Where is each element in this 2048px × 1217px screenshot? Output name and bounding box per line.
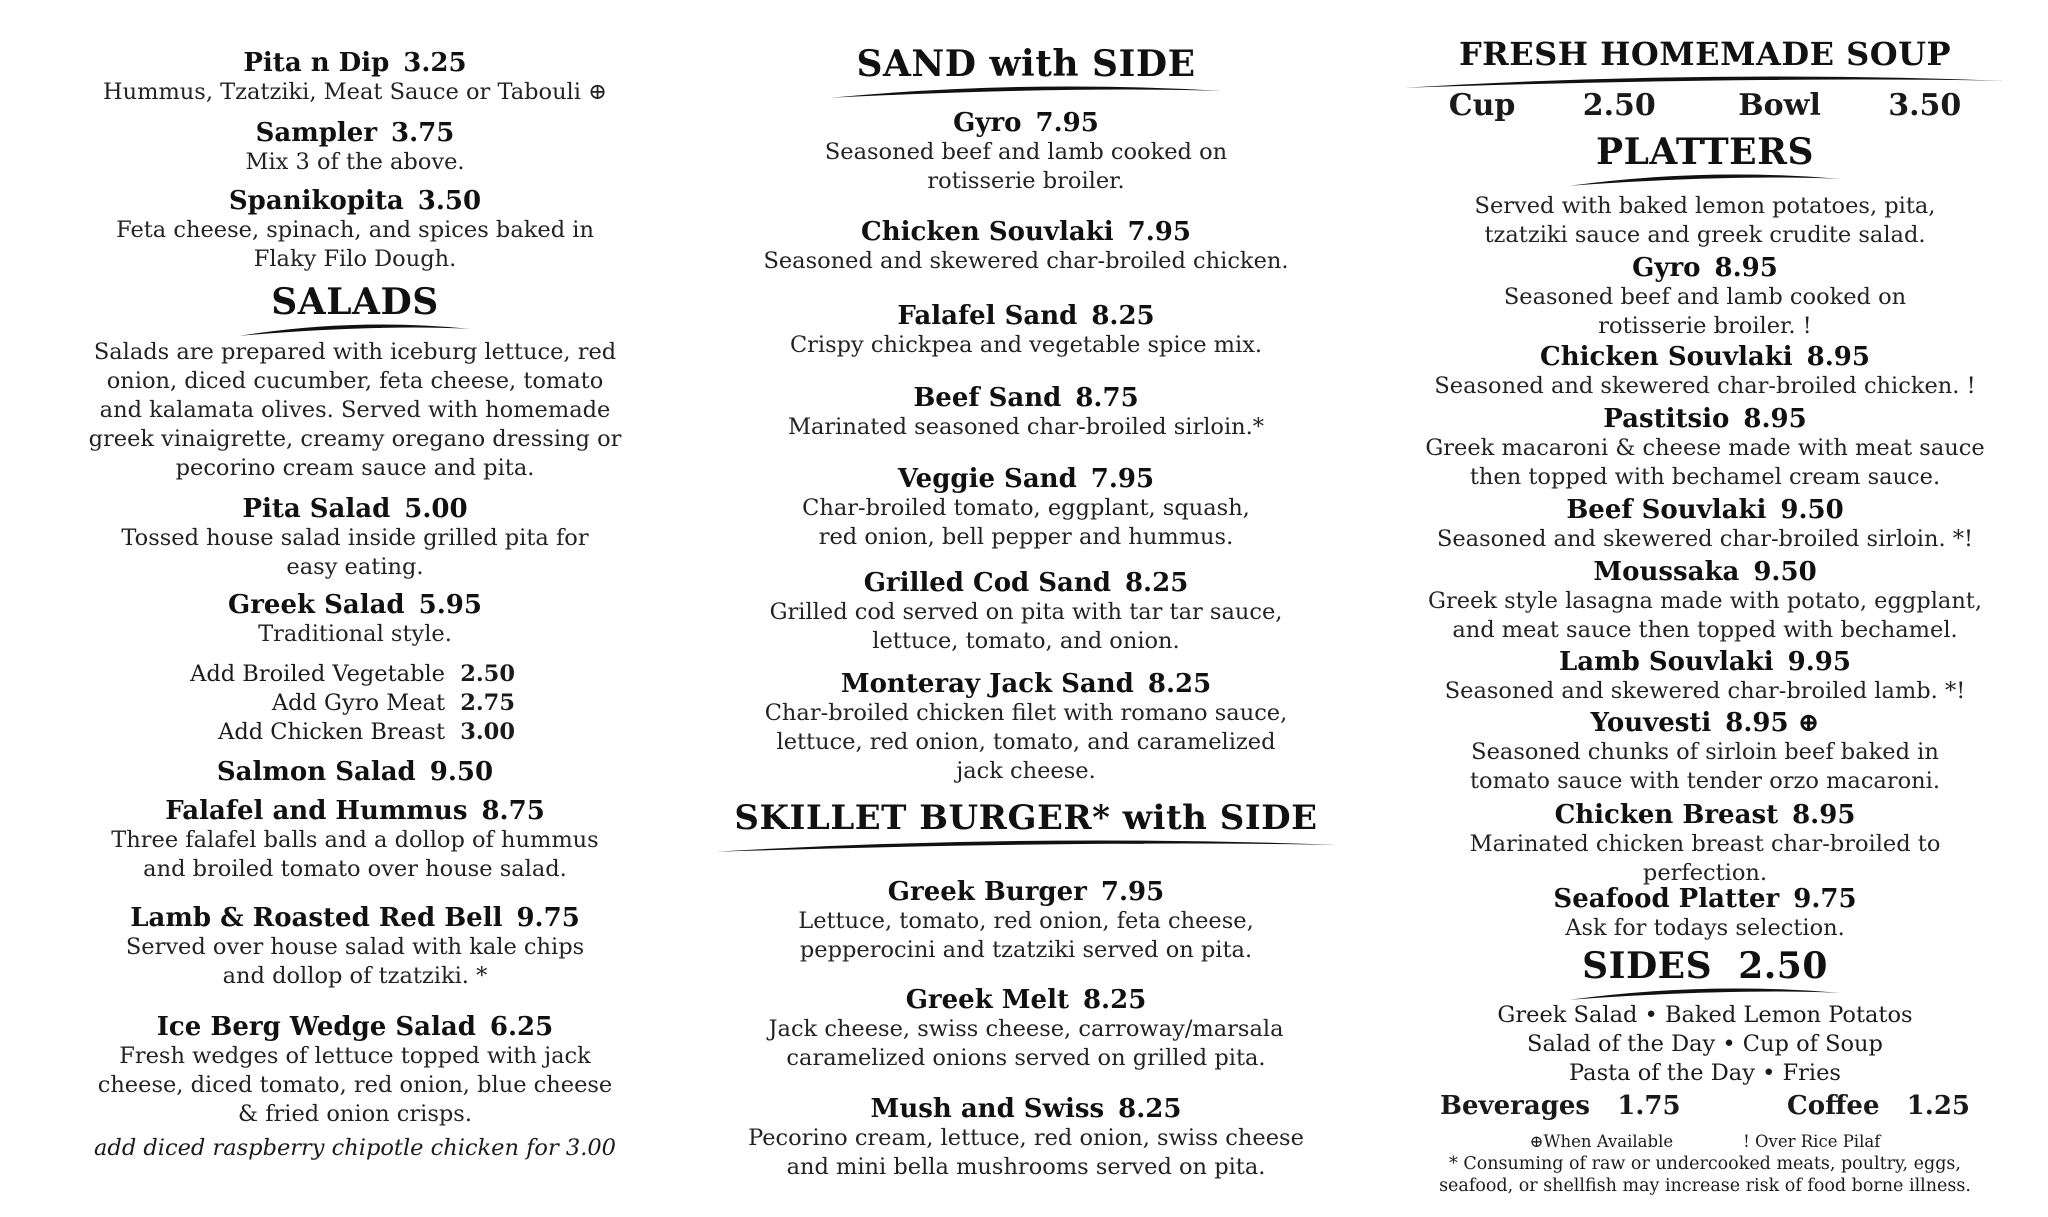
menu-item — [70, 757, 640, 787]
intro-line: greek vinaigrette, creamy oregano dressing or — [88, 426, 622, 452]
item-description: then topped with bechamel cream sauce. — [1469, 464, 1941, 490]
item-price: 8.75 — [1075, 383, 1139, 413]
item-description: Jack cheese, swiss cheese, carroway/marsala — [768, 1016, 1284, 1042]
section-title: SKILLET BURGER* with SIDE — [734, 798, 1318, 838]
footnote-legend — [1400, 1131, 2010, 1153]
menu-item — [70, 590, 640, 649]
addon-row — [70, 660, 640, 689]
item-description: Marinated seasoned char-broiled sirloin.* — [787, 414, 1265, 440]
item-description: Char-broiled chicken filet with romano sauce, — [764, 700, 1288, 726]
item-description: Mix 3 of the above. — [245, 149, 465, 175]
item-description: and mini bella mushrooms served on pita. — [786, 1154, 1266, 1180]
intro-line: Salads are prepared with iceburg lettuce, red — [93, 339, 617, 365]
item-name: Chicken Breast — [1554, 800, 1779, 830]
item-price: 6.25 — [489, 1012, 554, 1042]
menu-item — [712, 877, 1340, 965]
item-description: Lettuce, tomato, red onion, feta cheese, — [798, 908, 1254, 934]
swoosh-divider — [716, 838, 1336, 854]
item-description: and broiled tomato over house salad. — [143, 856, 567, 882]
item-name: Pita n Dip — [243, 48, 390, 78]
item-description: Greek style lasagna made with potato, eggplant, — [1427, 588, 1983, 614]
section-title: SIDES — [1582, 945, 1713, 987]
item-description: Traditional style. — [258, 621, 452, 647]
intro-line: onion, diced cucumber, feta cheese, tomato — [106, 368, 604, 394]
footnote-warning: * Consuming of raw or undercooked meats, poultry, eggs, — [1449, 1154, 1961, 1174]
menu-item — [1400, 557, 2010, 645]
section-header-sand — [712, 44, 1340, 100]
item-description: Hummus, Tzatziki, Meat Sauce or Tabouli ⊕ — [103, 79, 607, 105]
item-description: Seasoned and skewered char-broiled chicken. ! — [1434, 373, 1976, 399]
item-price: 8.95 — [1743, 404, 1807, 434]
footnote-when-available: ⊕When Available — [1529, 1132, 1674, 1151]
item-price: 9.50 — [1780, 495, 1844, 525]
salad-addon-note: add diced raspberry chipotle chicken for 3.00 — [94, 1135, 616, 1161]
addon-price: 2.50 — [460, 661, 515, 687]
sides-line: Pasta of the Day • Fries — [1569, 1060, 1841, 1086]
item-name: Seafood Platter — [1553, 884, 1780, 914]
menu-item — [70, 186, 640, 274]
item-description: & fried onion crisps. — [238, 1101, 472, 1127]
section-title: PLATTERS — [1596, 131, 1814, 173]
item-price: 7.95 — [1100, 877, 1165, 907]
item-price: 7.95 — [1127, 217, 1191, 247]
item-name: Beef Sand — [913, 383, 1062, 413]
item-price: 3.50 — [417, 186, 482, 216]
intro-line: tzatziki sauce and greek crudite salad. — [1484, 222, 1926, 248]
section-intro — [70, 338, 640, 483]
item-price: 8.95 — [1714, 253, 1778, 283]
menu-item — [1400, 495, 2010, 554]
menu-item — [712, 985, 1340, 1073]
item-name: Beef Souvlaki — [1566, 495, 1767, 525]
item-name: Gyro — [1632, 253, 1701, 283]
item-description: Crispy chickpea and vegetable spice mix. — [789, 332, 1263, 358]
coffee — [1787, 1091, 1970, 1121]
item-description: pepperocini and tzatziki served on pita. — [799, 937, 1253, 963]
item-name: Chicken Souvlaki — [1540, 342, 1793, 372]
swoosh-divider — [831, 84, 1221, 100]
item-name: Mush and Swiss — [870, 1094, 1105, 1124]
section-title: FRESH HOMEMADE SOUP — [1458, 35, 1952, 73]
menu-item — [1400, 800, 2010, 888]
item-description: jack cheese. — [956, 758, 1096, 784]
addon-label: Add Gyro Meat — [271, 690, 445, 716]
swoosh-divider — [240, 322, 470, 338]
menu-item — [70, 796, 640, 884]
menu-item — [70, 118, 640, 177]
sides-list — [1400, 1001, 2010, 1088]
item-description: cheese, diced tomato, red onion, blue cheese — [97, 1072, 613, 1098]
sides-line: Salad of the Day • Cup of Soup — [1527, 1031, 1883, 1057]
menu-item — [712, 669, 1340, 786]
menu-item — [70, 903, 640, 991]
item-description: perfection. — [1642, 860, 1768, 886]
item-description: Three falafel balls and a dollop of hummus — [111, 827, 599, 853]
soup-bowl — [1720, 88, 1979, 123]
beverages-price: 1.75 — [1617, 1091, 1681, 1121]
item-name: Greek Burger — [887, 877, 1087, 907]
item-description: Grilled cod served on pita with tar tar sauce, — [769, 599, 1283, 625]
item-description: Seasoned beef and lamb cooked on — [1503, 284, 1907, 310]
beverages — [1440, 1091, 1681, 1121]
item-description: Seasoned chunks of sirloin beef baked in — [1471, 739, 1939, 765]
item-description: lettuce, tomato, and onion. — [872, 628, 1180, 654]
item-name: Greek Melt — [905, 985, 1069, 1015]
item-price: 9.75 — [1793, 884, 1857, 914]
section-header-sides — [1400, 946, 2010, 1002]
item-price: 8.95 — [1806, 342, 1870, 372]
item-name: Moussaka — [1593, 557, 1740, 587]
sides-line: Greek Salad • Baked Lemon Potatos — [1497, 1002, 1913, 1028]
section-header-burger — [712, 798, 1340, 854]
item-name: Chicken Souvlaki — [861, 217, 1114, 247]
menu-item — [70, 494, 640, 582]
item-description: red onion, bell pepper and hummus. — [818, 524, 1234, 550]
item-description: Seasoned and skewered char-broiled sirloin. *! — [1436, 526, 1974, 552]
item-name: Lamb & Roasted Red Bell — [130, 903, 503, 933]
item-price: 8.25 — [1091, 301, 1155, 331]
menu-item — [712, 568, 1340, 656]
soup-bowl-price: 3.50 — [1888, 88, 1962, 123]
item-price: 9.50 — [1753, 557, 1817, 587]
coffee-label: Coffee — [1787, 1091, 1880, 1121]
coffee-price: 1.25 — [1906, 1091, 1970, 1121]
item-name: Youvesti — [1590, 708, 1712, 738]
soup-prices — [1400, 88, 2010, 124]
item-name: Monteray Jack Sand — [840, 669, 1134, 699]
item-name: Veggie Sand — [897, 464, 1077, 494]
section-header-platters — [1400, 132, 2010, 188]
menu-item — [70, 48, 640, 107]
item-description: Seasoned and skewered char-broiled chicken. — [763, 248, 1289, 274]
item-price: 8.25 — [1124, 568, 1189, 598]
addon-row — [70, 718, 640, 747]
menu-item — [712, 108, 1340, 196]
item-name: Pastitsio — [1603, 404, 1730, 434]
item-price: 9.95 — [1787, 647, 1851, 677]
item-price: 9.75 — [516, 903, 580, 933]
item-description: Marinated chicken breast char-broiled to — [1469, 831, 1941, 857]
item-name: Falafel and Hummus — [165, 796, 468, 826]
item-description: rotisserie broiler. ! — [1598, 313, 1812, 339]
section-title: SAND with SIDE — [856, 43, 1196, 85]
footnote-warning: seafood, or shellfish may increase risk of food borne illness. — [1439, 1176, 1971, 1196]
addon-price: 2.75 — [460, 690, 515, 716]
soup-cup-price: 2.50 — [1582, 88, 1656, 123]
swoosh-divider — [1570, 986, 1840, 1002]
menu-item — [1400, 404, 2010, 492]
soup-cup — [1431, 88, 1674, 123]
addon-row — [70, 689, 640, 718]
menu-item — [1400, 342, 2010, 401]
sides-price: 2.50 — [1738, 945, 1828, 987]
menu-item — [712, 217, 1340, 276]
menu-item — [1400, 253, 2010, 341]
item-name: Falafel Sand — [897, 301, 1078, 331]
item-name: Ice Berg Wedge Salad — [156, 1012, 476, 1042]
item-description: and dollop of tzatziki. * — [222, 963, 488, 989]
item-description: Fresh wedges of lettuce topped with jack — [119, 1043, 591, 1069]
addon-price: 3.00 — [460, 719, 515, 745]
item-description: lettuce, red onion, tomato, and caramelized — [776, 729, 1276, 755]
menu-item — [712, 464, 1340, 552]
intro-line: pecorino cream sauce and pita. — [175, 455, 535, 481]
item-name: Gyro — [953, 108, 1022, 138]
menu-item — [1400, 884, 2010, 943]
swoosh-divider — [1570, 172, 1840, 188]
menu-item — [712, 383, 1340, 442]
item-name: Grilled Cod Sand — [863, 568, 1111, 598]
item-name: Pita Salad — [242, 494, 391, 524]
item-description: Ask for todays selection. — [1565, 915, 1845, 941]
item-price: 8.95 — [1792, 800, 1856, 830]
item-price: 5.00 — [404, 494, 468, 524]
item-description: Char-broiled tomato, eggplant, squash, — [802, 495, 1250, 521]
item-price: 8.25 — [1147, 669, 1212, 699]
item-price: 5.95 — [418, 590, 482, 620]
item-name: Greek Salad — [228, 590, 405, 620]
item-name: Salmon Salad — [216, 757, 416, 787]
item-price: 3.25 — [403, 48, 467, 78]
menu-item — [1400, 647, 2010, 706]
item-description: rotisserie broiler. — [927, 168, 1125, 194]
section-title: SALADS — [271, 281, 439, 323]
item-description: Feta cheese, spinach, and spices baked in — [116, 217, 594, 243]
footnote-rice-pilaf: ! Over Rice Pilaf — [1743, 1132, 1881, 1151]
item-price: 7.95 — [1035, 108, 1099, 138]
menu-item — [1400, 708, 2010, 796]
soup-cup-label: Cup — [1448, 88, 1516, 123]
beverages-row — [1440, 1091, 1970, 1121]
section-intro — [1400, 192, 2010, 250]
item-name: Lamb Souvlaki — [1559, 647, 1774, 677]
item-description: Seasoned beef and lamb cooked on — [824, 139, 1228, 165]
item-price: 8.95 ⊕ — [1725, 708, 1820, 738]
salad-addons — [70, 660, 640, 747]
addon-label: Add Broiled Vegetable — [190, 661, 445, 687]
item-price: 9.50 — [429, 757, 494, 787]
item-description: and meat sauce then topped with bechamel. — [1452, 617, 1958, 643]
item-description: Served over house salad with kale chips — [125, 934, 585, 960]
item-name: Spanikopita — [228, 186, 404, 216]
intro-line: Served with baked lemon potatoes, pita, — [1474, 193, 1936, 219]
item-description: tomato sauce with tender orzo macaroni. — [1470, 768, 1940, 794]
item-price: 8.25 — [1118, 1094, 1182, 1124]
intro-line: and kalamata olives. Served with homemade — [99, 397, 611, 423]
item-description: easy eating. — [286, 554, 424, 580]
item-description: Greek macaroni & cheese made with meat sauce — [1425, 435, 1985, 461]
item-price: 8.25 — [1082, 985, 1147, 1015]
item-description: Pecorino cream, lettuce, red onion, swiss cheese — [748, 1125, 1304, 1151]
section-header-soup — [1400, 34, 2010, 90]
item-description: caramelized onions served on grilled pita. — [786, 1045, 1266, 1071]
item-price: 7.95 — [1090, 464, 1155, 494]
beverages-label: Beverages — [1440, 1091, 1591, 1121]
item-price: 3.75 — [391, 118, 455, 148]
item-description: Tossed house salad inside grilled pita for — [121, 525, 589, 551]
menu-item — [712, 1094, 1340, 1182]
menu-item — [70, 1012, 640, 1129]
footnotes — [1400, 1131, 2010, 1197]
item-description: Seasoned and skewered char-broiled lamb. *! — [1444, 678, 1966, 704]
soup-bowl-label: Bowl — [1738, 88, 1821, 123]
section-header-salads — [70, 282, 640, 338]
menu-item — [712, 301, 1340, 360]
item-price: 8.75 — [481, 796, 545, 826]
addon-label: Add Chicken Breast — [218, 719, 445, 745]
item-name: Sampler — [255, 118, 378, 148]
item-description: Flaky Filo Dough. — [253, 246, 457, 272]
